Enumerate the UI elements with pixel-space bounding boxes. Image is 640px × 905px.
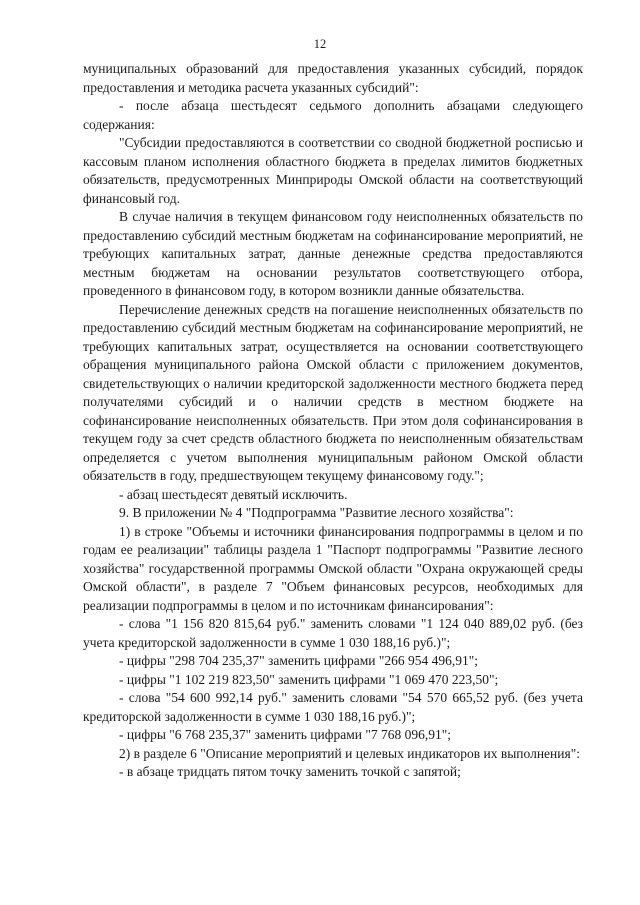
- paragraph-15: - в абзаце тридцать пятом точку заменить точкой с запятой;: [119, 764, 461, 779]
- paragraph-12: - слова "54 600 992,14 руб." заменить словами "54 570 665,52 руб. (без учета кредиторской задолженности в сумме 1 030 188,16 руб.)";: [83, 690, 583, 724]
- paragraph-5: Перечисление денежных средств на погашение неисполненных обязательств по предоставлению субсидий местным бюджетам на софинансирование мероприятий, не требующих капитальных затрат, осуществляется на основании соответствующего обращения муниципального района Омской области с приложением документов, свидетельствующих о наличии кредиторской задолженности местного бюджета перед получателями субсидий и о наличии средств в местном бюджете на софинансирование неисполненных обязательств. При этом доля софинансирования в текущем году за счет средств областного бюджета по неисполненным обязательствам определяется с учетом выполнения муниципальным районом Омской области обязательств в году, предшествующем текущему финансовому году.";: [83, 301, 583, 483]
- page-number: 12: [313, 37, 327, 51]
- paragraph-9: - слова "1 156 820 815,64 руб." заменить словами "1 124 040 889,02 руб. (без учета кредиторской задолженности в сумме 1 030 188,16 руб.)";: [83, 616, 583, 650]
- paragraph-3: "Субсидии предоставляются в соответствии со сводной бюджетной росписью и кассовым планом исполнения областного бюджета в пределах лимитов бюджетных обязательств, предусмотренных Минприроды Омской области на соответствующий финансовый год.: [83, 135, 583, 206]
- paragraph-7: 9. В приложении № 4 "Подпрограмма "Развитие лесного хозяйства":: [119, 505, 514, 520]
- paragraph-6: - абзац шестьдесят девятый исключить.: [119, 486, 348, 502]
- paragraph-13: - цифры "6 768 235,37" заменить цифрами "7 768 096,91";: [119, 727, 452, 742]
- paragraph-14: 2) в разделе 6 "Описание мероприятий и целевых индикаторов их выполнения":: [119, 745, 580, 761]
- paragraph-4: В случае наличия в текущем финансовом году неисполненных обязательств по предоставлению субсидий местным бюджетам на софинансирование мероприятий, не требующих капитальных затрат, данные денежные средства предоставляются местным бюджетам на основании результатов соответствующего отбора, проведенного в финансовом году, в котором возникли данные обязательства.: [83, 209, 583, 298]
- document-body: [83, 60, 583, 782]
- paragraph-10: - цифры "298 704 235,37" заменить цифрами "266 954 496,91";: [119, 653, 479, 668]
- paragraph-1: муниципальных образований для предоставления указанных субсидий, порядок предоставления и методика расчета указанных субсидий":: [83, 61, 583, 95]
- paragraph-2: - после абзаца шестьдесят седьмого дополнить абзацами следующего содержания:: [83, 98, 583, 132]
- paragraph-8: 1) в строке "Объемы и источники финансирования подпрограммы в целом и по годам ее реализации" таблицы раздела 1 "Паспорт подпрограммы "Развитие лесного хозяйства" государственной программы Омской области "Охрана окружающей среды Омской области", в разделе 7 "Объем финансовых ресурсов, необходимых для реализации подпрограммы в целом и по источникам финансирования":: [83, 523, 583, 613]
- paragraph-11: - цифры "1 102 219 823,50" заменить цифрами "1 069 470 223,50";: [119, 671, 499, 687]
